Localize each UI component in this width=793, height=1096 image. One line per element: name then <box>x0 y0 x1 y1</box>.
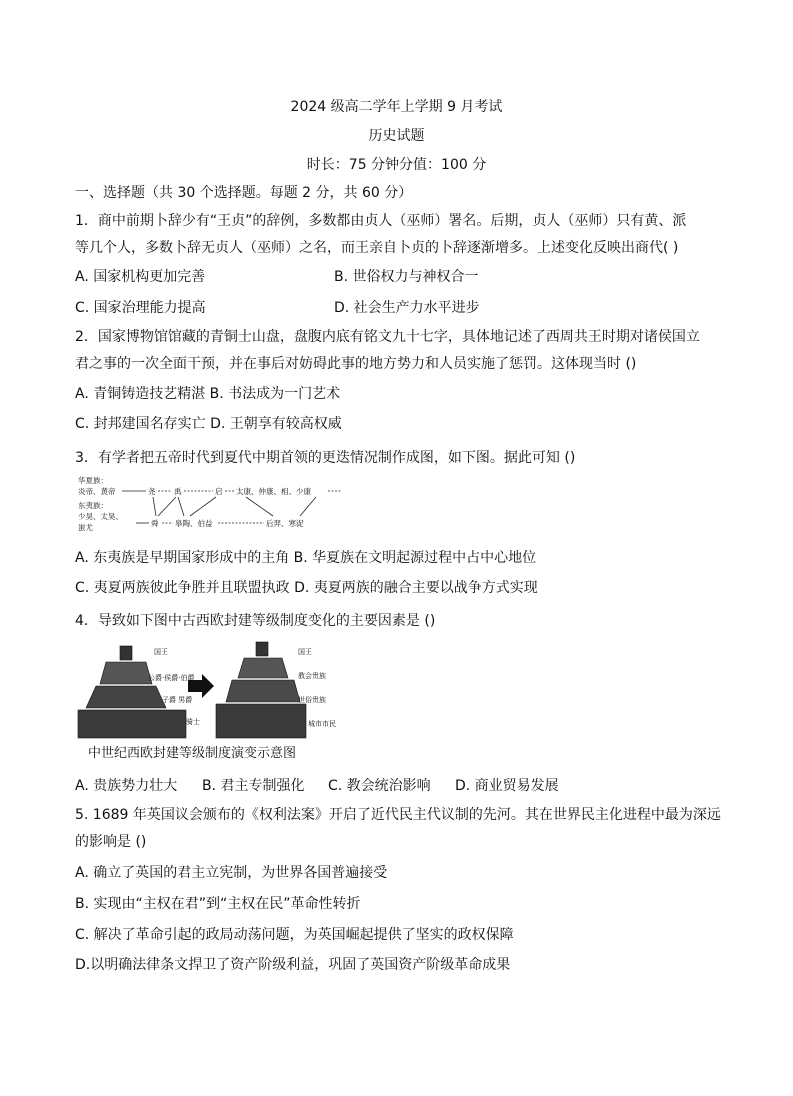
q4-right-church: 教会贵族 <box>298 672 326 680</box>
q1-stem-line1: 1．商中前期卜辞少有“王贞”的辞例，多数都由贞人（巫师）署名。后期，贞人（巫师）只有黄、派 <box>75 213 687 229</box>
q4-right-king-figure <box>256 642 268 656</box>
q1-stem-line2: 等几个人，多数卜辞无贞人（巫师）之名，而王亲自卜贞的卜辞逐渐增多。上述变化反映出商代( ) <box>75 240 679 256</box>
q3-options-cd: C. 夷夏两族彼此争胜并且联盟执政 D. 夷夏两族的融合主要以战争方式实现 <box>75 580 538 596</box>
q4-left-nobles: 公爵·侯爵·伯爵 <box>148 674 195 682</box>
q4-option-a: A. 贵族势力壮大 <box>75 778 178 794</box>
q4-option-b: B. 君主专制强化 <box>202 778 305 794</box>
q3-houyi-hanzhuo: 后羿、寒浞 <box>266 519 304 528</box>
q2-stem-line2: 君之事的一次全面干预，并在事后对妨碍此事的地方势力和人员实施了惩罚。这体现当时 () <box>75 356 637 372</box>
q4-right-city: 城市市民 <box>308 720 336 728</box>
q3-dongyi-label: 东夷族： <box>78 501 108 510</box>
q3-yu: 禹 <box>174 487 182 496</box>
q3-dongyi-names-2: 蚩尤 <box>78 523 93 532</box>
q5-stem-line1: 5. 1689 年英国议会颁布的《权利法案》开启了近代民主代议制的先河。其在世界民主化进程中最为深远 <box>75 807 721 823</box>
q5-option-b: B. 实现由“主权在君”到“主权在民”革命性转折 <box>75 896 361 912</box>
q3-dongyi-names-1: 少昊、太昊、 <box>78 512 123 521</box>
q4-left-lesser-figures <box>86 686 166 708</box>
q4-left-base-figures <box>78 710 186 738</box>
q4-left-nobles-figures <box>100 662 152 684</box>
q5-stem-line2: 的影响是 () <box>75 834 147 850</box>
q3-arrow <box>246 497 273 516</box>
q2-stem-line1: 2．国家博物馆馆藏的青铜士山盘，盘腹内底有铭文九十七字，具体地记述了西周共王时期对诸侯国立 <box>75 329 700 345</box>
q4-right-base-figures <box>216 704 306 738</box>
q4-right-king: 国王 <box>298 648 312 656</box>
q4-stem: 4．导致如下图中古西欧封建等级制度变化的主要因素是 () <box>75 613 436 629</box>
q4-hierarchy-diagram <box>76 640 338 740</box>
q3-arrow <box>190 497 216 516</box>
subject-title: 历史试题 <box>368 128 425 144</box>
q3-shun: 舜 <box>151 519 159 528</box>
q3-arrow <box>153 497 156 516</box>
q3-arrow <box>178 497 184 516</box>
q4-right-secular-figures <box>226 680 300 702</box>
q4-option-d: D. 商业贸易发展 <box>455 778 559 794</box>
section-heading: 一、选择题（共 30 个选择题。每题 2 分，共 60 分） <box>75 185 413 201</box>
q4-left-king: 国王 <box>154 648 168 656</box>
q4-right-secular: 世俗贵族 <box>298 696 326 704</box>
q1-option-d: D. 社会生产力水平进步 <box>334 300 480 316</box>
q4-figure-caption: 中世纪西欧封建等级制度演变示意图 <box>88 746 297 761</box>
q3-yao: 尧 <box>148 487 156 496</box>
q4-left-king-figure <box>120 646 132 660</box>
q3-huaxia-names: 炎帝、黄帝 <box>78 487 116 496</box>
q2-options-ab: A. 青铜铸造技艺精湛 B. 书法成为一门艺术 <box>75 386 341 402</box>
q4-option-c: C. 教会统治影响 <box>328 778 431 794</box>
q4-left-knight: 骑士 <box>186 718 200 726</box>
q5-option-c: C. 解决了革命引起的政局动荡问题，为英国崛起提供了坚实的政权保障 <box>75 927 514 943</box>
q4-left-lesser: 子爵 男爵 <box>162 696 193 704</box>
q3-lineage-diagram <box>78 475 343 535</box>
q3-arrow <box>158 497 176 516</box>
q3-arrow <box>300 497 316 516</box>
q3-huaxia-label: 华夏族： <box>78 476 108 485</box>
q3-huaxia-kings: 太康、仲康、相、少康 <box>236 487 311 496</box>
q3-options-ab: A. 东夷族是早期国家形成中的主角 B. 华夏族在文明起源过程中占中心地位 <box>75 550 537 566</box>
q3-qi: 启 <box>215 487 223 496</box>
exam-title: 2024 级高二学年上学期 9 月考试 <box>290 99 503 115</box>
q5-option-d: D.以明确法律条文捍卫了资产阶级利益，巩固了英国资产阶级革命成果 <box>75 957 511 973</box>
q1-option-a: A. 国家机构更加完善 <box>75 269 206 285</box>
q5-option-a: A. 确立了英国的君主立宪制，为世界各国普遍接受 <box>75 865 388 881</box>
q1-option-b: B. 世俗权力与神权合一 <box>334 269 479 285</box>
q3-stem: 3．有学者把五帝时代到夏代中期首领的更迭情况制作成图，如下图。据此可知 () <box>75 450 576 466</box>
exam-duration: 时长：75 分钟分值：100 分 <box>306 157 487 173</box>
q2-options-cd: C. 封邦建国名存实亡 D. 王朝享有较高权威 <box>75 416 342 432</box>
q3-gaoyao-boyi: 皋陶、伯益 <box>175 519 213 528</box>
q4-right-church-figures <box>238 658 288 678</box>
q1-option-c: C. 国家治理能力提高 <box>75 300 206 316</box>
